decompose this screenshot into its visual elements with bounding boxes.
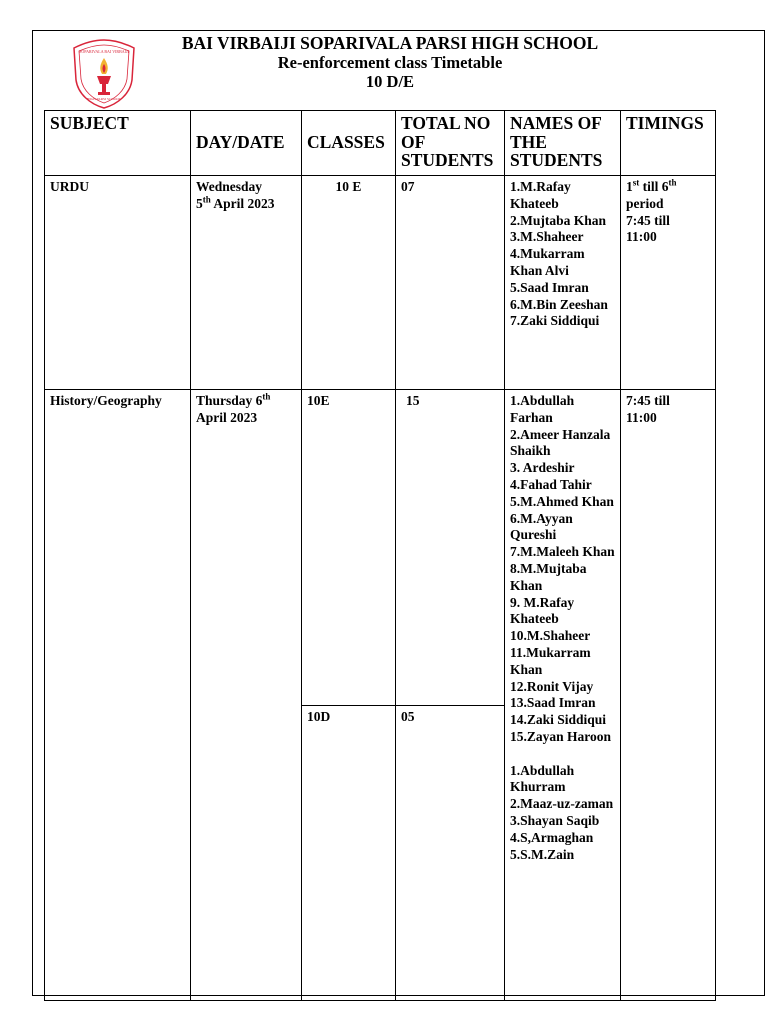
student-name: 2.Maaz-uz-zaman xyxy=(510,796,614,812)
student-name: 1.Abdullah Farhan xyxy=(510,393,575,425)
history-timing: 7:45 till 11:00 xyxy=(621,390,716,1001)
document-subtitle: Re-enforcement class Timetable xyxy=(277,53,503,72)
list-spacer xyxy=(510,746,615,763)
student-name: 7.M.Maleeh Khan xyxy=(510,544,615,560)
student-name: 6.M.Ayyan Qureshi xyxy=(510,510,573,543)
urdu-row xyxy=(45,176,716,390)
history-class-10e: 10E xyxy=(302,390,396,706)
student-name: 5.Saad Imran xyxy=(510,279,589,295)
student-name: 7.Zaki Siddiqui xyxy=(510,313,600,329)
history-class-10d: 10D xyxy=(302,706,396,1001)
student-name: 4.Fahad Tahir xyxy=(510,476,592,492)
student-name: 1.Abdullah Khurram xyxy=(510,762,575,795)
document-header xyxy=(160,33,620,91)
grade-label: 10 D/E xyxy=(365,72,415,91)
urdu-timing: 1st till 6th period 7:45 till 11:00 xyxy=(621,176,716,390)
student-name: 14.Zaki Siddiqui xyxy=(510,712,607,728)
student-name: 12.Ronit Vijay xyxy=(510,678,594,694)
student-name: 1.M.Rafay Khateeb xyxy=(510,179,571,211)
student-name: 4.Mukarram Khan Alvi xyxy=(510,246,585,278)
logo-top-text: SOPARIVALA BAI VIRBAIJI xyxy=(79,49,129,54)
student-name: 11.Mukarram Khan xyxy=(510,644,591,677)
urdu-class: 10 E xyxy=(302,176,396,390)
history-total-10d: 05 xyxy=(396,706,505,1001)
header-total-students: TOTAL NO OF STUDENTS xyxy=(396,111,505,176)
student-name: 5.M.Ahmed Khan xyxy=(510,493,614,509)
student-name: 6.M.Bin Zeeshan xyxy=(510,296,608,312)
urdu-day-date: Wednesday 5th April 2023 xyxy=(191,176,302,390)
timetable xyxy=(44,110,716,1001)
student-name: 3.Shayan Saqib xyxy=(510,812,600,828)
student-name: 3. Ardeshir xyxy=(510,460,575,476)
urdu-total: 07 xyxy=(396,176,505,390)
student-name: 8.M.Mujtaba Khan xyxy=(510,560,587,593)
history-row-10e xyxy=(45,390,716,706)
header-row xyxy=(45,111,716,176)
logo-bottom-text: HIGH PARSI SCHOOL xyxy=(86,97,122,101)
urdu-students xyxy=(505,176,621,390)
urdu-subject: URDU xyxy=(45,176,191,390)
history-subject: History/Geography xyxy=(45,390,191,1001)
student-name: 9. M.Rafay Khateeb xyxy=(510,594,575,627)
history-total-10e: 15 xyxy=(396,390,505,706)
header-subject: SUBJECT xyxy=(45,111,191,176)
student-name: 2.Mujtaba Khan xyxy=(510,212,607,228)
school-name: BAI VIRBAIJI SOPARIVALA PARSI HIGH SCHOOL xyxy=(181,33,599,53)
student-name: 13.Saad Imran xyxy=(510,695,596,711)
student-name: 10.M.Shaheer xyxy=(510,628,591,644)
student-name: 3.M.Shaheer xyxy=(510,229,584,245)
school-crest-logo xyxy=(64,38,144,110)
student-name: 5.S.M.Zain xyxy=(510,846,575,862)
student-name: 2.Ameer Hanzala Shaikh xyxy=(510,426,611,459)
header-classes: CLASSES xyxy=(302,111,396,176)
history-day-date: Thursday 6th April 2023 xyxy=(191,390,302,1001)
history-students xyxy=(505,390,621,1001)
header-day-date: DAY/DATE xyxy=(191,111,302,176)
student-name: 15.Zayan Haroon xyxy=(510,728,612,744)
student-name: 4.S,Armaghan xyxy=(510,829,594,845)
header-student-names: NAMES OF THE STUDENTS xyxy=(505,111,621,176)
header-timings: TIMINGS xyxy=(621,111,716,176)
